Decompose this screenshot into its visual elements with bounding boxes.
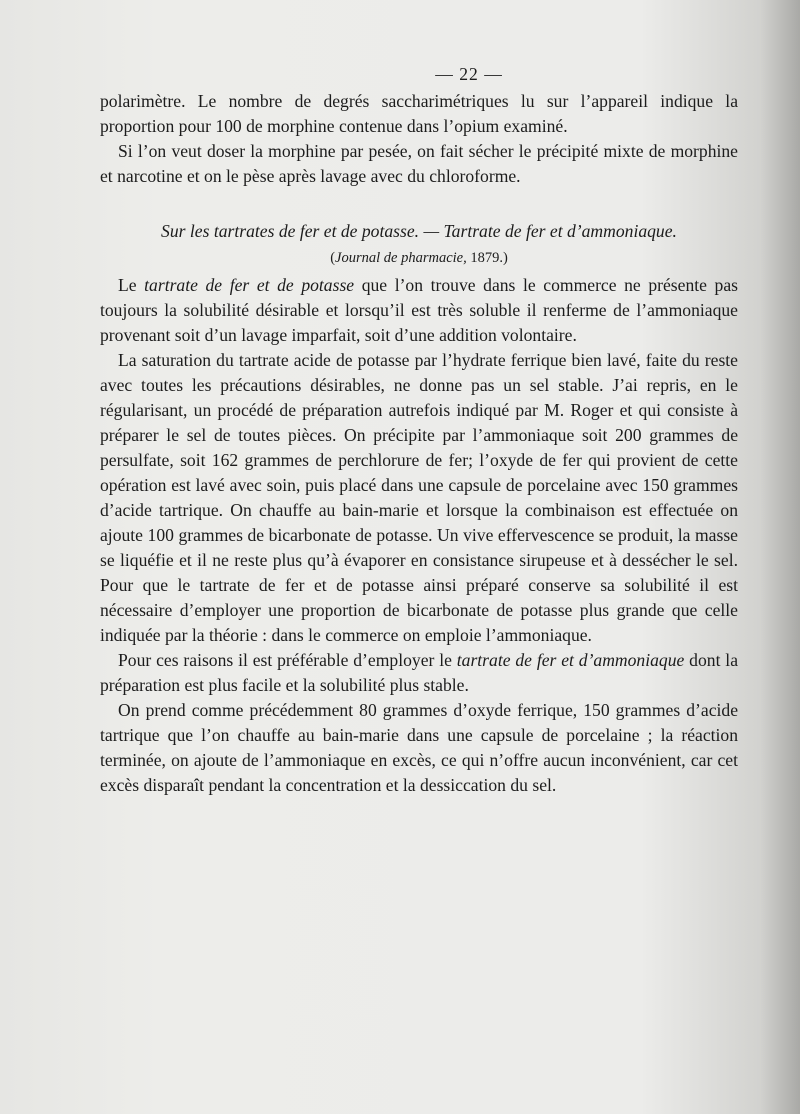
paragraph-6: On prend comme précédemment 80 grammes d’oxyde ferrique, 150 grammes d’acide tartrique que l’on chauffe au bain-marie dans une capsule de porcelaine ; la réaction terminée, on ajoute de l’ammoniaque en excès, ce qui n’offre aucun inconvénient, car cet excès disparaît pendant la concentration et la dessiccation du sel. bbox=[100, 700, 738, 795]
paragraph-1: polarimètre. Le nombre de degrés saccharimétriques lu sur l’appareil indique la proportion pour 100 de morphine contenue dans l’opium examiné. bbox=[100, 91, 738, 136]
page-number: — 22 — bbox=[435, 64, 503, 84]
source-journal-title: Journal de pharmacie, bbox=[335, 250, 467, 266]
source-year: 1879.) bbox=[466, 250, 508, 266]
paragraph-3-post: que l’on trouve dans le commerce ne présente pas toujours la solubilité désirable et lorsqu’il est très soluble il renferme de l’ammoniaque provenant soit d’un lavage imparfait, soit d’une addition volontaire. bbox=[100, 275, 738, 345]
source-open: ( bbox=[330, 250, 336, 266]
section-heading: Sur les tartrates de fer et de potasse. — Tartrate de fer et d’ammoniaque. bbox=[161, 221, 677, 241]
source-citation bbox=[100, 246, 738, 271]
paragraph-4: La saturation du tartrate acide de potasse par l’hydrate ferrique bien lavé, faite du reste avec toutes les précautions désirables, ne donne pas un sel stable. J’ai repris, en le régularisant, un procédé de préparation autrefois indiqué par M. Roger et qui consiste à préparer le sel de toutes pièces. On précipite par l’ammoniaque soit 200 grammes de persulfate, soit 162 grammes de perchlorure de fer; l’oxyde de fer qui provient de cette opération est lavé avec soin, puis placé dans une capsule de porcelaine avec 150 grammes d’acide tartrique. On chauffe au bain-marie et lorsque la combinaison est effectuée on ajoute 100 grammes de bicarbonate de potasse. Un vive effervescence se produit, la masse se liquéfie et il ne reste plus qu’à évaporer en consistance sirupeuse et à dessécher le sel. Pour que le tartrate de fer et de potasse ainsi préparé conserve sa solubilité il est nécessaire d’employer une proportion de bicarbonate de potasse plus grande que celle indiquée par la théorie : dans le commerce on emploie l’ammoniaque. bbox=[100, 350, 738, 645]
paragraph-5-emphasis: tartrate de fer et d’ammoniaque bbox=[456, 650, 685, 670]
paragraph-3 bbox=[100, 273, 738, 348]
paragraph-3-emphasis: tartrate de fer et de potasse bbox=[144, 275, 355, 295]
paragraph-3-pre: Le bbox=[118, 275, 145, 295]
paragraph-2: Si l’on veut doser la morphine par pesée, on fait sécher le précipité mixte de morphine et narcotine et on le pèse après lavage avec du chloroforme. bbox=[100, 141, 738, 186]
paragraph-5-post: dont la préparation est plus facile et la solubilité plus stable. bbox=[100, 650, 739, 695]
paragraph-5 bbox=[100, 648, 738, 698]
page-body bbox=[100, 62, 738, 798]
paragraph-5-pre: Pour ces raisons il est préférable d’employer le bbox=[118, 650, 457, 670]
